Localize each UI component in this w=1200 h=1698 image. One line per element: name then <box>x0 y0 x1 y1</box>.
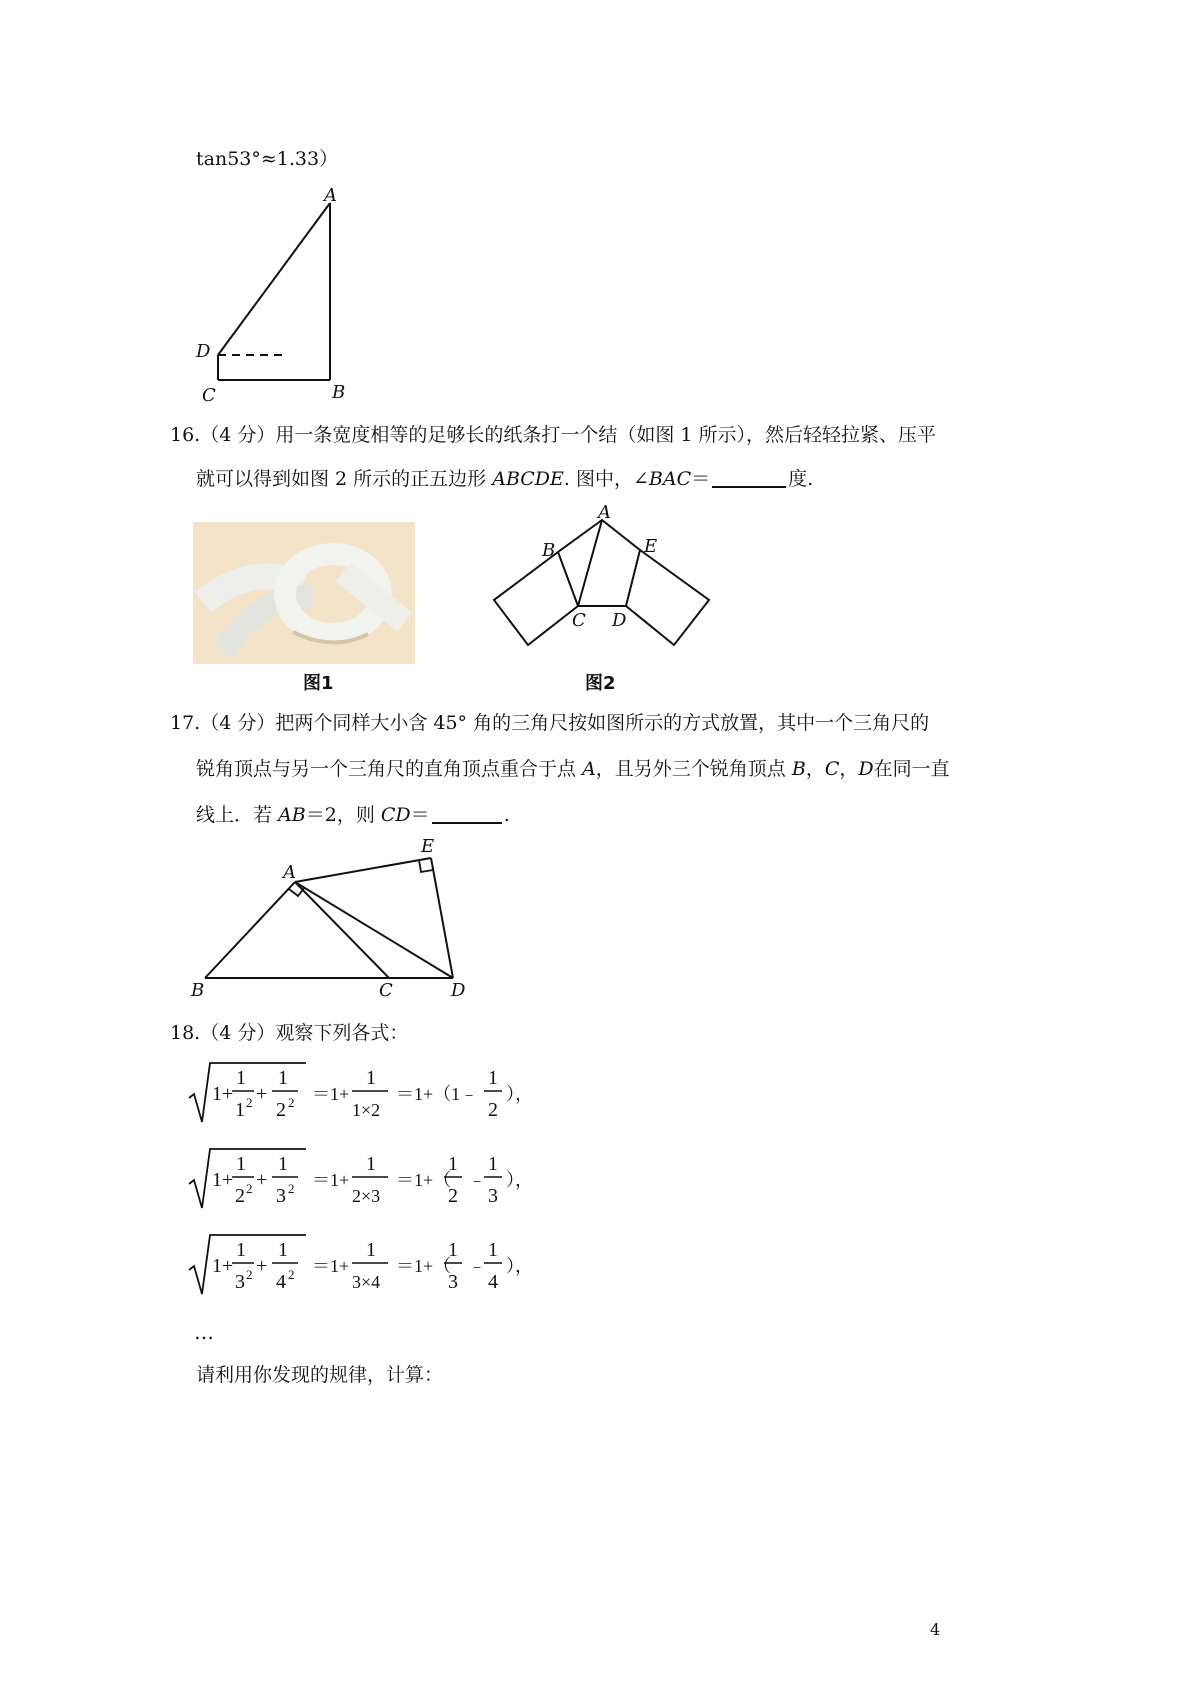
q18-closing: 请利用你发现的规律，计算： <box>196 1364 444 1386</box>
svg-text:4: 4 <box>276 1271 286 1293</box>
answer-blank-q17 <box>432 804 502 824</box>
line-da <box>218 203 330 355</box>
q16-line1: 16.（4 分）用一条宽度相等的足够长的纸条打一个结（如图 1 所示），然后轻轻拉紧、压平 <box>170 424 937 446</box>
svg-text:3: 3 <box>235 1271 245 1293</box>
svg-text:），: ）， <box>506 1256 533 1276</box>
svg-text:2: 2 <box>246 1095 253 1110</box>
q17-line3: 线上．若 AB＝2，则 CD＝ . <box>196 804 510 826</box>
svg-text:1: 1 <box>448 1239 458 1261</box>
svg-text:+: + <box>256 1083 268 1105</box>
svg-text:﹣: ﹣ <box>468 1256 486 1276</box>
svg-text:2: 2 <box>246 1267 253 1282</box>
line-ed <box>431 858 453 978</box>
svg-text:），: ）， <box>506 1170 533 1190</box>
label-c: C <box>379 980 393 1001</box>
label-e: E <box>421 836 435 857</box>
knot-photo <box>193 522 415 664</box>
svg-text:3×4: 3×4 <box>352 1272 381 1292</box>
page-number: 4 <box>930 1620 941 1639</box>
svg-text:2: 2 <box>488 1099 498 1121</box>
svg-text:3: 3 <box>276 1185 286 1207</box>
svg-text:2: 2 <box>448 1185 458 1207</box>
svg-text:＝1+: ＝1+ <box>312 1084 350 1104</box>
svg-text:1: 1 <box>366 1153 376 1175</box>
svg-text:2: 2 <box>288 1267 295 1282</box>
label-b: B <box>542 540 556 561</box>
svg-text:1+: 1+ <box>212 1255 234 1277</box>
svg-text:2: 2 <box>288 1181 295 1196</box>
svg-text:1+: 1+ <box>212 1169 234 1191</box>
label-c: C <box>202 385 216 405</box>
answer-blank-q16 <box>712 468 786 488</box>
svg-text:＝1+: ＝1+ <box>312 1170 350 1190</box>
svg-text:+: + <box>256 1255 268 1277</box>
q18-intro: 18.（4 分）观察下列各式： <box>170 1022 409 1044</box>
line-ae <box>295 858 431 882</box>
label-a: A <box>598 502 611 523</box>
line-ab <box>205 882 295 978</box>
label-a: A <box>283 862 296 883</box>
right-strip <box>626 550 709 645</box>
svg-text:＝1+（: ＝1+（ <box>396 1170 452 1190</box>
svg-text:1×2: 1×2 <box>352 1100 381 1120</box>
formula-1 <box>186 1058 546 1128</box>
q16-line2: 就可以得到如图 2 所示的正五边形 ABCDE. 图中，∠BAC＝ 度. <box>196 468 814 490</box>
svg-text:3: 3 <box>448 1271 458 1293</box>
svg-text:1+: 1+ <box>212 1083 234 1105</box>
svg-text:1: 1 <box>366 1239 376 1261</box>
label-d: D <box>612 610 627 631</box>
label-b: B <box>191 980 205 1001</box>
svg-text:2: 2 <box>288 1095 295 1110</box>
svg-text:＝1+（: ＝1+（ <box>396 1256 452 1276</box>
label-c: C <box>572 610 586 631</box>
svg-text:1: 1 <box>488 1067 498 1089</box>
q15-figure <box>190 185 370 405</box>
line-ac <box>578 520 602 606</box>
svg-text:1: 1 <box>278 1153 288 1175</box>
svg-text:＝1+: ＝1+ <box>312 1256 350 1276</box>
tan-hint-text: tan53°≈1.33） <box>196 148 339 170</box>
fig1-caption: 图1 <box>303 673 334 694</box>
label-e: E <box>644 536 658 557</box>
q17-line2: 锐角顶点与另一个三角尺的直角顶点重合于点 A，且另外三个锐角顶点 B，C，D在同一直 <box>196 758 950 780</box>
svg-text:1: 1 <box>488 1153 498 1175</box>
svg-text:1: 1 <box>236 1153 246 1175</box>
svg-text:+: + <box>256 1169 268 1191</box>
formula-2 <box>186 1144 546 1214</box>
svg-text:1: 1 <box>366 1067 376 1089</box>
svg-text:1: 1 <box>278 1239 288 1261</box>
svg-text:4: 4 <box>488 1271 498 1293</box>
svg-text:﹣: ﹣ <box>468 1170 486 1190</box>
svg-text:2: 2 <box>276 1099 286 1121</box>
svg-text:1: 1 <box>235 1099 245 1121</box>
formula-3 <box>186 1230 546 1300</box>
svg-text:1: 1 <box>236 1239 246 1261</box>
fig2-caption: 图2 <box>585 673 616 694</box>
svg-text:1: 1 <box>236 1067 246 1089</box>
svg-text:2: 2 <box>246 1181 253 1196</box>
svg-text:1: 1 <box>448 1153 458 1175</box>
label-d: D <box>451 980 466 1001</box>
set-squares-figure <box>185 832 485 1002</box>
q17-line1: 17.（4 分）把两个同样大小含 45° 角的三角尺按如图所示的方式放置，其中一个三角尺的 <box>170 712 930 734</box>
pentagon-figure <box>488 500 718 675</box>
ellipsis: … <box>194 1320 214 1344</box>
svg-text:3: 3 <box>488 1185 498 1207</box>
left-strip <box>494 552 578 645</box>
svg-text:1: 1 <box>488 1239 498 1261</box>
label-a: A <box>324 185 337 206</box>
svg-text:＝1+（1﹣: ＝1+（1﹣ <box>396 1084 479 1104</box>
svg-text:1: 1 <box>278 1067 288 1089</box>
label-d: D <box>196 341 211 362</box>
svg-text:），: ）， <box>506 1084 533 1104</box>
svg-text:2: 2 <box>235 1185 245 1207</box>
label-b: B <box>332 382 346 403</box>
svg-text:2×3: 2×3 <box>352 1186 381 1206</box>
